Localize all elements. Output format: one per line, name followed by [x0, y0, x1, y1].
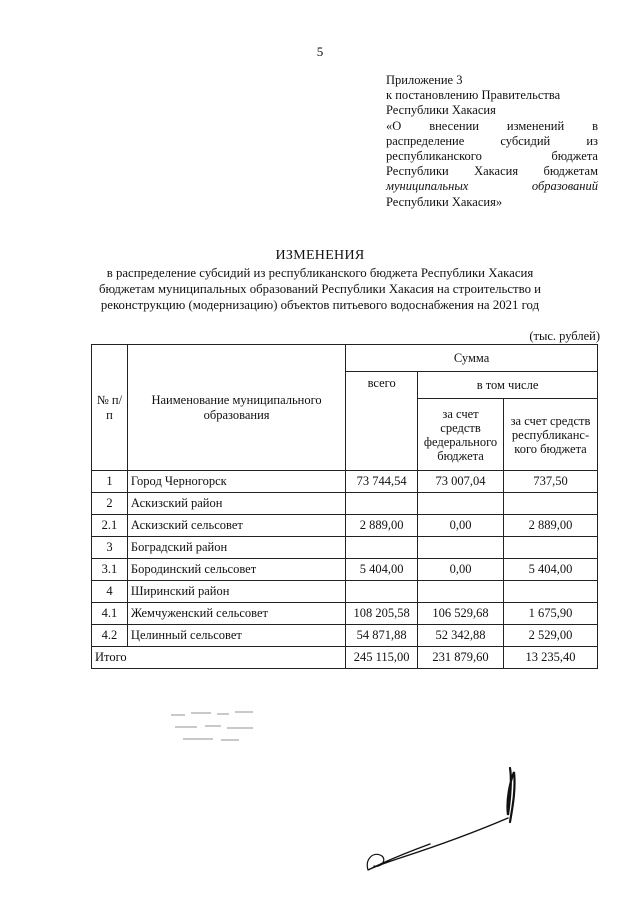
- cell-name: Боградский район: [127, 537, 345, 559]
- cell-total: [346, 537, 418, 559]
- cell-republican: [504, 581, 598, 603]
- cell-num: 4.2: [92, 625, 128, 647]
- header-number: № п/п: [92, 345, 128, 471]
- cell-federal: [418, 581, 504, 603]
- appendix-line: «О внесении изменений в: [386, 118, 598, 133]
- cell-federal: [418, 537, 504, 559]
- appendix-line: Республики Хакасия: [386, 103, 496, 118]
- cell-total: 108 205,58: [346, 603, 418, 625]
- appendix-line: Республики Хакасия бюджетам: [386, 164, 598, 179]
- table-row: [92, 537, 598, 559]
- cell-republican: 5 404,00: [504, 559, 598, 581]
- header-republican: за счет средств республиканс-кого бюджета: [504, 399, 598, 471]
- cell-name: Аскизский сельсовет: [127, 515, 345, 537]
- footer-label: Итого: [92, 647, 346, 669]
- appendix-line: республиканского бюджета: [386, 149, 598, 164]
- subtitle-line: в распределение субсидий из республиканского бюджета Республики Хакасия: [106, 266, 534, 280]
- cell-republican: [504, 537, 598, 559]
- appendix-line: к постановлению Правительства: [386, 88, 561, 103]
- table-row: [92, 581, 598, 603]
- cell-num: 4.1: [92, 603, 128, 625]
- table-row: [92, 493, 598, 515]
- cell-total: [346, 581, 418, 603]
- cell-republican: 737,50: [504, 471, 598, 493]
- cell-num: 4: [92, 581, 128, 603]
- faint-stamp-smudge: [165, 708, 285, 748]
- cell-num: 1: [92, 471, 128, 493]
- cell-name: Аскизский район: [127, 493, 345, 515]
- appendix-block: [386, 73, 598, 210]
- cell-total: 2 889,00: [346, 515, 418, 537]
- table-row: [92, 625, 598, 647]
- appendix-line: муниципальных образований: [386, 179, 598, 194]
- subtitle-line: реконструкцию (модернизацию) объектов питьевого водоснабжения на 2021 год: [100, 298, 540, 312]
- cell-total: 73 744,54: [346, 471, 418, 493]
- document-subtitle: [70, 265, 570, 313]
- cell-name: Целинный сельсовет: [127, 625, 345, 647]
- header-total: всего: [346, 372, 418, 471]
- cell-total: [346, 493, 418, 515]
- cell-federal: 52 342,88: [418, 625, 504, 647]
- document-title: ИЗМЕНЕНИЯ: [275, 248, 365, 263]
- appendix-line: Приложение 3: [386, 73, 463, 87]
- page-number: 5: [316, 44, 324, 59]
- cell-republican: 1 675,90: [504, 603, 598, 625]
- table-row: [92, 471, 598, 493]
- header-including: в том числе: [418, 372, 598, 399]
- footer-federal: 231 879,60: [418, 647, 504, 669]
- units-label: (тыс. рублей): [529, 329, 600, 343]
- header-sum: Сумма: [346, 345, 598, 372]
- cell-name: Жемчуженский сельсовет: [127, 603, 345, 625]
- table-row: [92, 603, 598, 625]
- cell-republican: [504, 493, 598, 515]
- appendix-line: распределение субсидий из: [386, 133, 598, 148]
- cell-num: 3: [92, 537, 128, 559]
- header-name: Наименование муниципального образования: [127, 345, 345, 471]
- footer-total: 245 115,00: [346, 647, 418, 669]
- subtitle-line: бюджетам муниципальных образований Республики Хакасия на строительство и: [98, 282, 542, 296]
- header-federal: за счет средств федерального бюджета: [418, 399, 504, 471]
- table-footer-row: [92, 647, 598, 669]
- cell-num: 2.1: [92, 515, 128, 537]
- subsidies-table: [91, 344, 598, 669]
- table-row: [92, 515, 598, 537]
- cell-num: 3.1: [92, 559, 128, 581]
- cell-republican: 2 889,00: [504, 515, 598, 537]
- appendix-line: Республики Хакасия»: [386, 194, 503, 209]
- cell-federal: 106 529,68: [418, 603, 504, 625]
- cell-name: Бородинский сельсовет: [127, 559, 345, 581]
- footer-republican: 13 235,40: [504, 647, 598, 669]
- table-row: [92, 559, 598, 581]
- cell-num: 2: [92, 493, 128, 515]
- cell-federal: 73 007,04: [418, 471, 504, 493]
- cell-federal: 0,00: [418, 559, 504, 581]
- cell-republican: 2 529,00: [504, 625, 598, 647]
- cell-federal: [418, 493, 504, 515]
- cell-name: Ширинский район: [127, 581, 345, 603]
- cell-name: Город Черногорск: [127, 471, 345, 493]
- cell-total: 54 871,88: [346, 625, 418, 647]
- cell-federal: 0,00: [418, 515, 504, 537]
- cell-total: 5 404,00: [346, 559, 418, 581]
- signature-icon: [360, 760, 530, 880]
